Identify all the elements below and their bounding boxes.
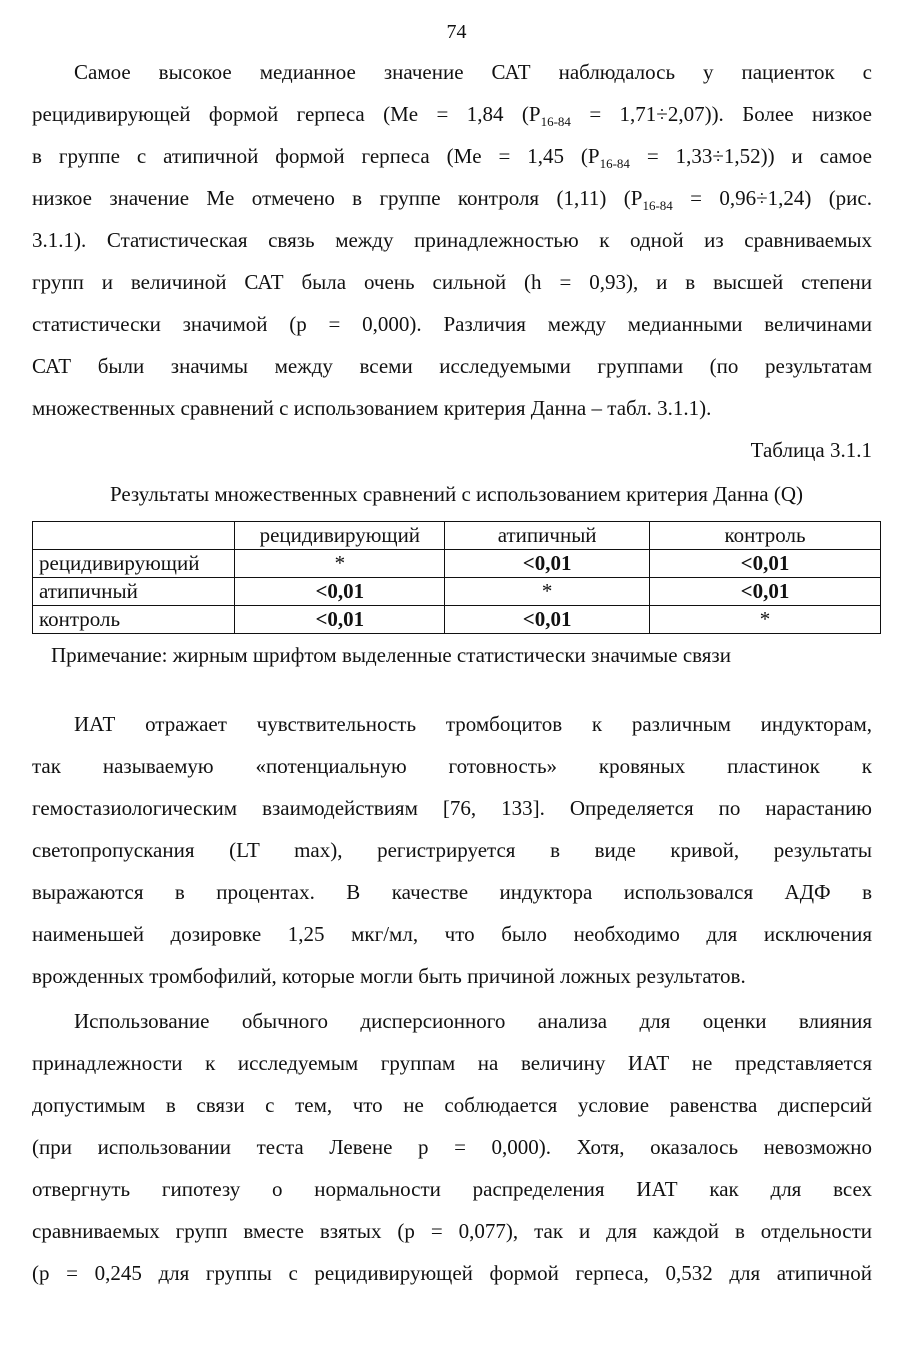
text-line: множественных сравнений с использованием критерия Данна – табл. 3.1.1). (32, 396, 712, 420)
text-line: групп и величиной САТ была очень сильной (h = 0,93), и в высшей степени (32, 270, 872, 294)
page-number: 74 (446, 21, 467, 43)
text-line: Самое высокое медианное значение САТ наблюдалось у пациенток с (74, 60, 872, 84)
text-line: выражаются в процентах. В качестве индуктора использовался АДФ в (32, 880, 872, 904)
text-line: (p = 0,245 для группы с рецидивирующей формой герпеса, 0,532 для атипичной (32, 1261, 872, 1285)
row-label: атипичный (33, 578, 235, 606)
table-header-cell: контроль (650, 522, 881, 550)
table-row (33, 578, 881, 606)
table-cell: <0,01 (235, 606, 445, 634)
table-header-cell (33, 522, 235, 550)
table-cell: * (650, 606, 881, 634)
text-line: светопропускания (LT max), регистрируется в виде кривой, результаты (32, 838, 872, 862)
text-line: Использование обычного дисперсионного анализа для оценки влияния (74, 1009, 872, 1033)
text-line: ИАТ отражает чувствительность тромбоцитов к различным индукторам, (74, 712, 872, 736)
text-line: 3.1.1). Статистическая связь между принадлежностью к одной из сравниваемых (32, 228, 872, 252)
row-label: контроль (33, 606, 235, 634)
row-label: рецидивирующий (33, 550, 235, 578)
table-cell: <0,01 (650, 578, 881, 606)
paragraph-cat-median (32, 51, 872, 429)
table-label: Таблица 3.1.1 (750, 438, 872, 462)
text-line: так называемую «потенциальную готовность» кровяных пластинок к (32, 754, 872, 778)
table-row (33, 606, 881, 634)
table-cell: <0,01 (445, 606, 650, 634)
text-line: врожденных тромбофилий, которые могли быть причиной ложных результатов. (32, 964, 746, 988)
text-line: рецидивирующей формой герпеса (Me = 1,84 $(P_{16-84} = 1,71\div 2,07)$). Более низкое (32, 102, 872, 130)
table-header-cell: рецидивирующий (235, 522, 445, 550)
text-line: САТ были значимы между всеми исследуемыми группами (по результатам (32, 354, 872, 378)
text-line: отвергнуть гипотезу о нормальности распределения ИАТ как для всех (32, 1177, 872, 1201)
table-row (33, 550, 881, 578)
table-header-cell: атипичный (445, 522, 650, 550)
text-line: принадлежности к исследуемым группам на величину ИАТ не представляется (32, 1051, 872, 1075)
text-line: в группе с атипичной формой герпеса (Me = 1,45 $(P_{16-84} = 1,33\div 1,52)$) и самое (32, 144, 872, 172)
table-note: Примечание: жирным шрифтом выделенные статистически значимые связи (51, 643, 731, 667)
table-title: Результаты множественных сравнений с использованием критерия Данна (Q) (109, 482, 804, 506)
paragraph-variance-analysis (32, 1000, 872, 1294)
paragraph-iat-definition (32, 703, 872, 997)
text-line: сравниваемых групп вместе взятых (p = 0,077), так и для каждой в отдельности (32, 1219, 872, 1243)
dunn-comparison-table (32, 521, 881, 634)
table-cell: <0,01 (650, 550, 881, 578)
table-cell: * (235, 550, 445, 578)
text-line: гемостазиологическим взаимодействиям [76, 133]. Определяется по нарастанию (32, 796, 872, 820)
table-header-row (33, 522, 881, 550)
table-cell: <0,01 (235, 578, 445, 606)
text-line: наименьшей дозировке 1,25 мкг/мл, что было необходимо для исключения (32, 922, 872, 946)
text-line: статистически значимой (p = 0,000). Различия между медианными величинами (32, 312, 872, 336)
text-line: низкое значение Me отмечено в группе контроля (1,11) $(P_{16-84} = 0,96\div 1,24)$ (рис. (32, 186, 872, 214)
text-line: допустимым в связи с тем, что не соблюдается условие равенства дисперсий (32, 1093, 872, 1117)
table-cell: * (445, 578, 650, 606)
text-line: (при использовании теста Левене p = 0,000). Хотя, оказалось невозможно (32, 1135, 872, 1159)
table-cell: <0,01 (445, 550, 650, 578)
